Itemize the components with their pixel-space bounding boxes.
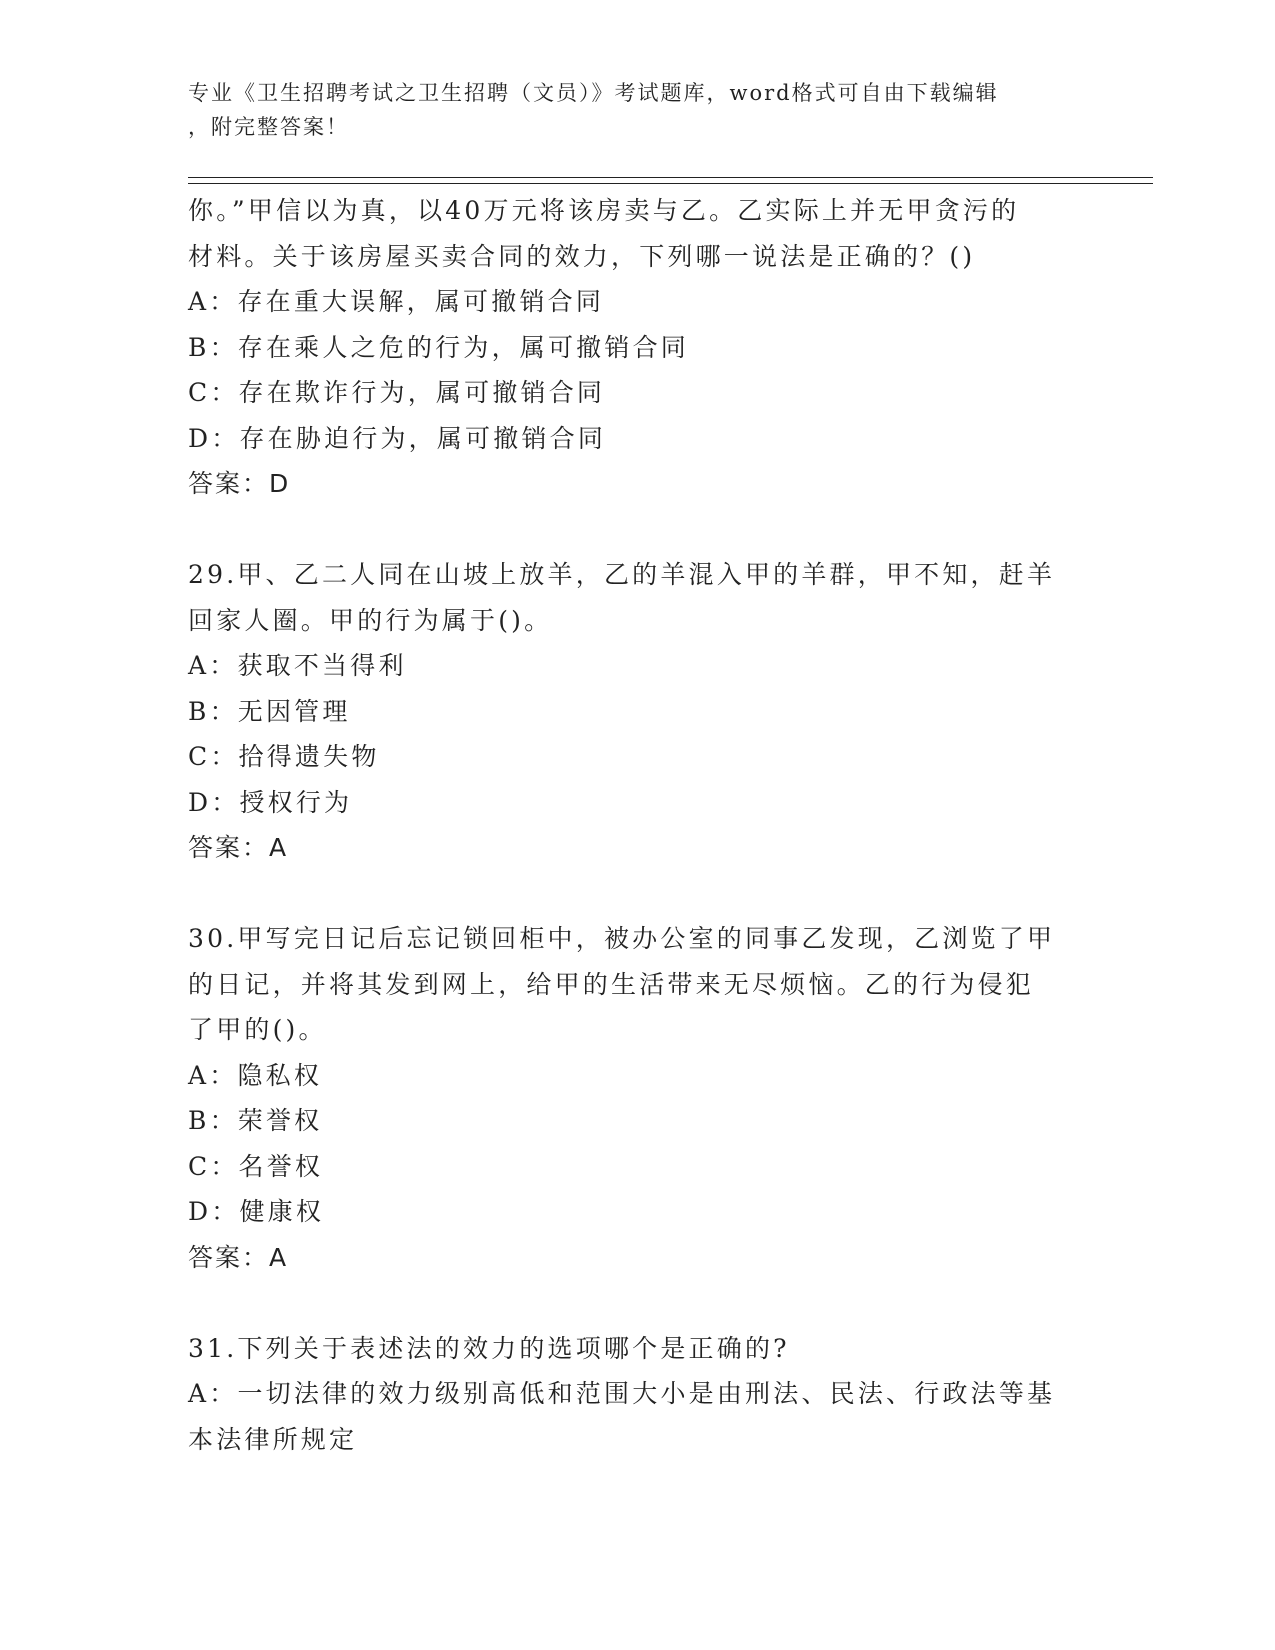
question-stem-line: 的日记，并将其发到网上，给甲的生活带来无尽烦恼。乙的行为侵犯	[188, 969, 1035, 999]
question-31	[188, 1326, 1068, 1463]
option-c: C：存在欺诈行为，属可撤销合同	[188, 378, 606, 407]
question-stem-line: 29.甲、乙二人同在山坡上放羊，乙的羊混入甲的羊群，甲不知，赶羊	[188, 560, 1056, 589]
question-spacer	[188, 871, 1068, 917]
header-line-1: 专业《卫生招聘考试之卫生招聘（文员）》考试题库，word格式可自由下载编辑	[188, 81, 999, 105]
question-30	[188, 916, 1068, 1280]
option-a: A：获取不当得利	[188, 651, 407, 680]
option-a-continued: 本法律所规定	[188, 1424, 358, 1454]
question-stem-line: 了甲的()。	[188, 1015, 327, 1044]
option-b: B：无因管理	[188, 696, 351, 726]
option-a: A：隐私权	[188, 1060, 323, 1090]
header-rule-bottom	[188, 183, 1153, 184]
option-b: B：荣誉权	[188, 1106, 323, 1135]
question-stem-line: 你。”甲信以为真，以40万元将该房卖与乙。乙实际上并无甲贪污的	[188, 196, 1020, 225]
option-d: D：健康权	[188, 1197, 325, 1226]
header-line-2: ，附完整答案！	[188, 115, 349, 139]
answer-line: 答案：A	[188, 1242, 289, 1272]
document-body	[188, 188, 1068, 1462]
question-stem-line: 31.下列关于表述法的效力的选项哪个是正确的?	[188, 1333, 790, 1363]
header-rule-top	[188, 177, 1153, 178]
question-stem-line: 材料。关于该房屋买卖合同的效力，下列哪一说法是正确的？()	[188, 241, 976, 271]
question-spacer	[188, 507, 1068, 553]
option-c: C：名誉权	[188, 1151, 324, 1181]
answer-line: 答案：A	[188, 833, 289, 862]
question-stem-line: 30.甲写完日记后忘记锁回柜中，被办公室的同事乙发现，乙浏览了甲	[188, 924, 1056, 953]
question-29	[188, 552, 1068, 871]
option-d: D：授权行为	[188, 787, 353, 817]
option-d: D：存在胁迫行为，属可撤销合同	[188, 423, 607, 453]
question-stem-line: 回家人圈。甲的行为属于()。	[188, 605, 553, 635]
document-header	[188, 76, 1068, 144]
question-continued	[188, 188, 1068, 507]
option-a: A：存在重大误解，属可撤销合同	[188, 287, 605, 316]
option-b: B：存在乘人之危的行为，属可撤销合同	[188, 332, 689, 362]
option-a: A：一切法律的效力级别高低和范围大小是由刑法、民法、行政法等基	[188, 1379, 1056, 1408]
answer-line: 答案：D	[188, 469, 291, 498]
question-spacer	[188, 1280, 1068, 1326]
option-c: C：拾得遗失物	[188, 742, 380, 771]
